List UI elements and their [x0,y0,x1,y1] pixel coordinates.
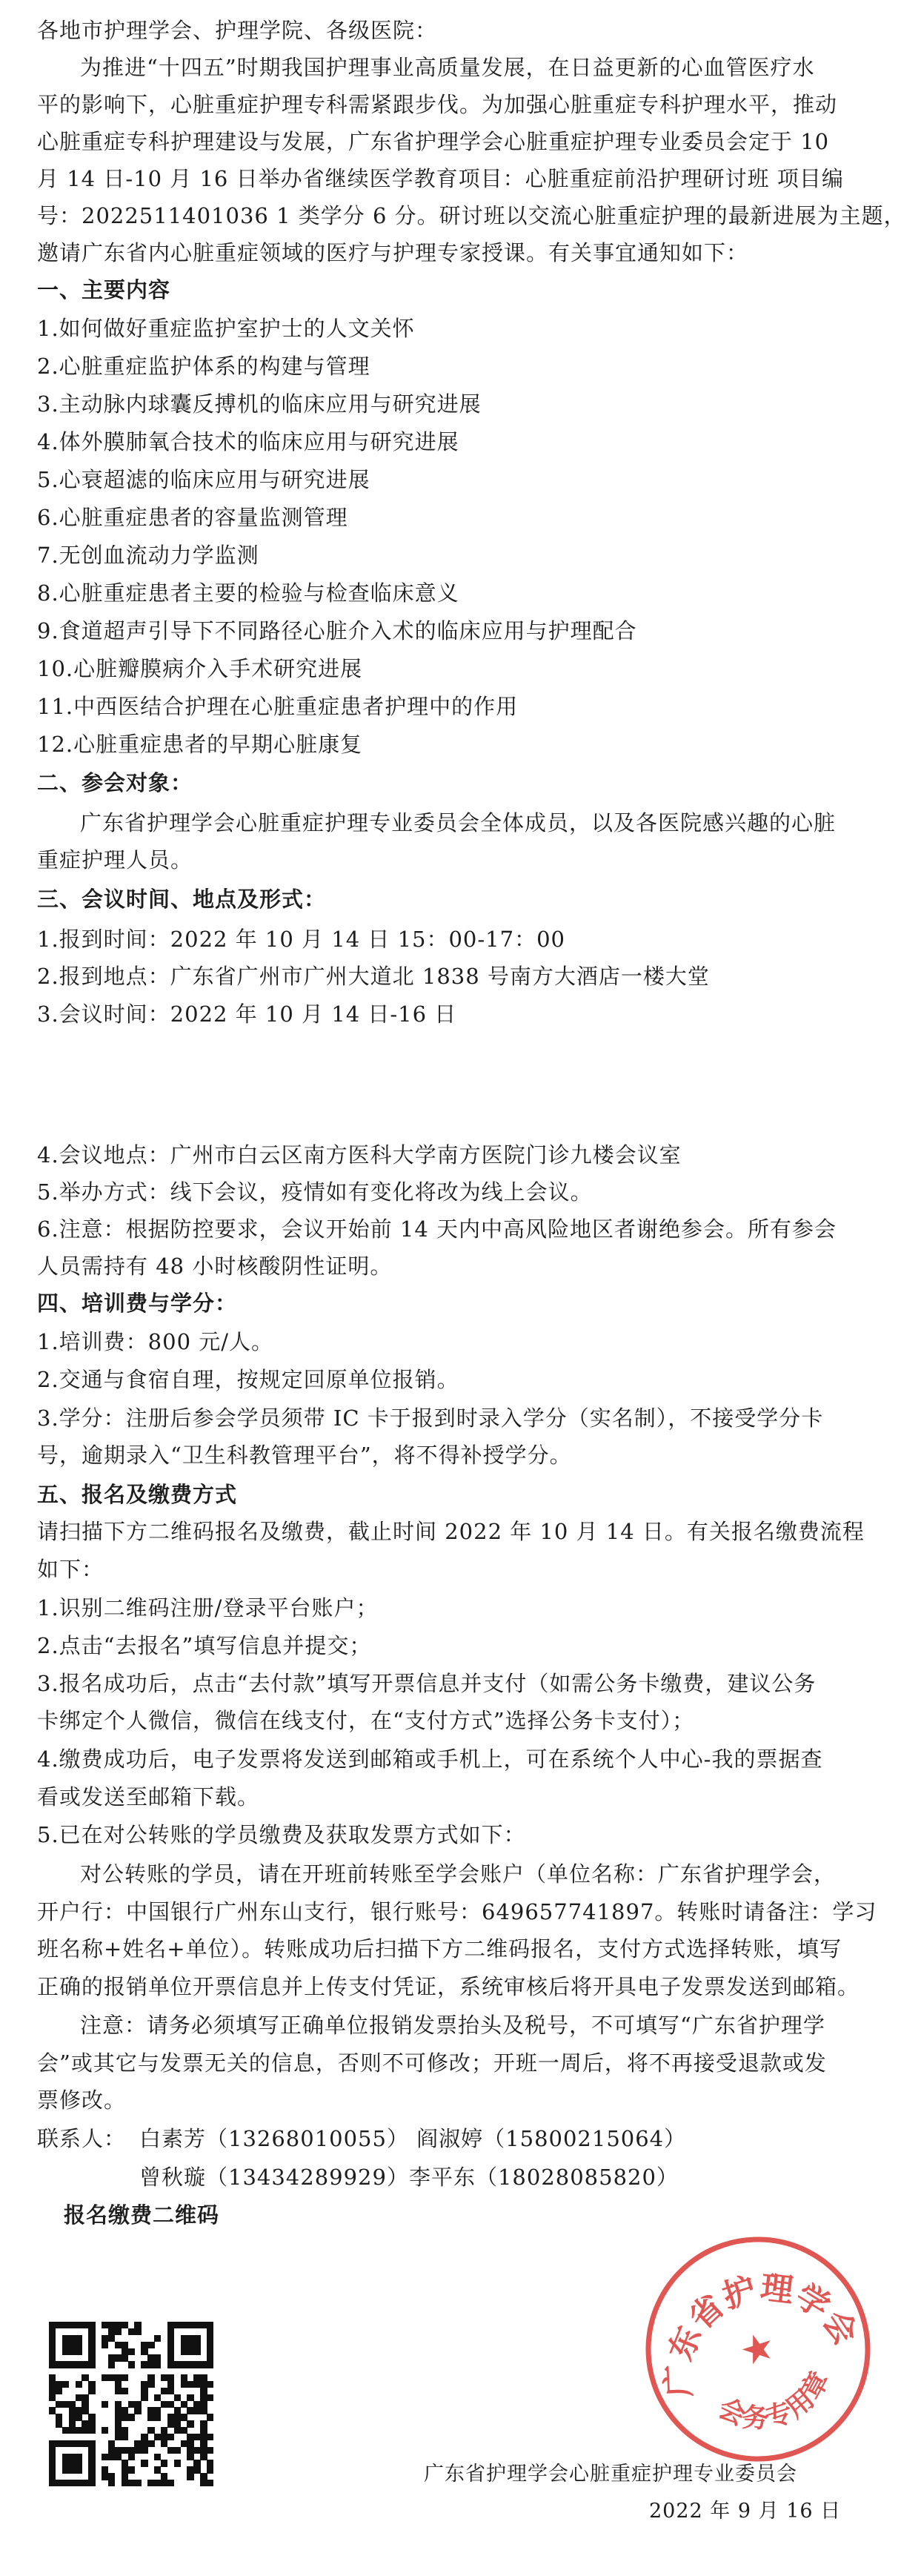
content-item: 1.如何做好重症监护室护士的人文关怀 [37,316,415,341]
qr-module [108,2480,115,2486]
qr-module [76,2348,82,2355]
qr-module [187,2420,193,2427]
qr-module [122,2388,128,2394]
fee-item: 3.学分：注册后参会学员须带 IC 卡于报到时录入学分（实名制），不接受学分卡 [37,1405,824,1431]
qr-module [207,2447,213,2454]
content-item: 3.主动脉内球囊反搏机的临床应用与研究进展 [37,391,482,417]
registration-line: 4.缴费成功后，电子发票将发送到邮箱或手机上，可在系统个人中心-我的票据查 [37,1746,823,1772]
qr-module [207,2466,213,2473]
qr-module [88,2427,95,2434]
content-item: 11.中西医结合护理在心脏重症患者护理中的作用 [37,694,519,719]
qr-module [128,2414,135,2420]
meeting-item: 3.会议时间：2022 年 10 月 14 日-16 日 [37,1001,457,1027]
registration-line: 开户行：中国银行广州东山支行，银行账号：649657741897。转账时请备注：学习 [37,1899,877,1924]
registration-line: 看或发送至邮箱下载。 [37,1784,260,1810]
svg-text:★: ★ [734,2322,782,2376]
intro-line: 心脏重症专科护理建设与发展，广东省护理学会心脏重症护理专业委员会定于 10 [37,129,830,154]
registration-line: 3.报名成功后，点击“去付款”填写开票信息并支付（如需公务卡缴费，建议公务 [37,1671,817,1696]
qr-module [207,2414,213,2420]
qr-module [147,2440,154,2447]
content-item: 10.心脏瓣膜病介入手术研究进展 [37,656,363,681]
content-item: 6.心脏重症患者的容量监测管理 [37,505,348,530]
meeting-item: 1.报到时间：2022 年 10 月 14 日 15：00-17：00 [37,927,565,952]
fee-item: 2.交通与食宿自理，按规定回原单位报销。 [37,1367,459,1392]
qr-module [128,2466,135,2473]
qr-module [122,2374,128,2381]
meeting-item: 5.举办方式：线下会议，疫情如有变化将改为线上会议。 [37,1179,593,1205]
qr-module [167,2434,174,2440]
qr-module [207,2480,213,2486]
qr-module [154,2335,161,2342]
qr-module [134,2480,141,2486]
intro-line: 号：2022511401036 1 类学分 6 分。研讨班以交流心脏重症护理的最新进展为主题， [37,203,906,228]
qr-module [102,2401,108,2408]
qr-module [134,2407,141,2414]
meeting-item: 人员需持有 48 小时核酸阴性证明。 [37,1254,393,1279]
qr-module [76,2381,82,2388]
qr-module [141,2460,147,2466]
qr-module [108,2361,115,2368]
qr-module [207,2381,213,2388]
content-item: 12.心脏重症患者的早期心脏康复 [37,732,363,757]
seal-top-text: 广东省护理学会 [659,2268,865,2398]
qr-label: 报名缴费二维码 [64,2202,220,2228]
qr-module [88,2480,95,2486]
qr-module [56,2388,62,2394]
registration-line: 班名称+姓名+单位）。转账成功后扫描下方二维码报名，支付方式选择转账，填写 [37,1936,842,1961]
qr-module [207,2394,213,2401]
qr-module [88,2361,95,2368]
qr-module [88,2388,95,2394]
section-heading: 五、报名及缴费方式 [37,1482,238,1507]
qr-module [154,2414,161,2420]
attendee-line: 广东省护理学会心脏重症护理专业委员会全体成员，以及各医院感兴趣的心脏 [80,810,837,835]
section-heading: 四、培训费与学分： [37,1291,238,1316]
qr-module [128,2454,135,2460]
registration-line: 1.识别二维码注册/登录平台账户； [37,1595,379,1620]
intro-line: 为推进“十四五”时期我国护理事业高质量发展，在日益更新的心血管医疗水 [80,55,815,80]
content-item: 4.体外膜肺氧合技术的临床应用与研究进展 [37,429,459,454]
attendee-line: 重症护理人员。 [37,847,193,873]
notice-line: 会”或其它与发票无关的信息，否则不可修改；开班一周后，将不再接受退款或发 [37,2050,827,2076]
meeting-item: 6.注意：根据防控要求，会议开始前 14 天内中高风险地区者谢绝参会。所有参会 [37,1216,837,1242]
qr-module [154,2361,161,2368]
registration-line: 对公转账的学员，请在开班前转账至学会账户（单位名称：广东省护理学会， [80,1861,837,1887]
qr-module [207,2361,213,2368]
section-heading: 一、主要内容 [37,277,171,302]
salutation: 各地市护理学会、护理学院、各级医院： [37,18,438,43]
registration-line: 如下： [37,1557,104,1582]
qr-module [128,2361,135,2368]
qr-module [141,2447,147,2454]
qr-module [174,2460,181,2466]
qr-module [128,2348,135,2355]
qr-module [115,2328,122,2335]
content-item: 2.心脏重症监护体系的构建与管理 [37,354,370,379]
registration-line: 正确的报销单位开票信息并上传支付凭证，系统审核后将开具电子发票发送到邮箱。 [37,1974,860,1999]
registration-line: 2.点击“去报名”填写信息并提交； [37,1633,372,1658]
qr-module [187,2473,193,2480]
qr-module [193,2348,200,2355]
intro-line: 平的影响下，心脏重症护理专科需紧跟步伐。为加强心脏重症专科护理水平，推动 [37,92,838,117]
content-item: 7.无创血流动力学监测 [37,543,259,568]
signature-org: 广东省护理学会心脏重症护理专业委员会 [424,2463,797,2486]
intro-line: 邀请广东省内心脏重症领域的医疗与护理专家授课。有关事宜通知如下： [37,240,749,265]
qr-module [147,2381,154,2388]
qr-module [174,2447,181,2454]
qr-module [141,2394,147,2401]
registration-line: 请扫描下方二维码报名及缴费，截止时间 2022 年 10 月 14 日。有关报名缴费流程 [37,1519,865,1544]
section-heading: 二、参会对象： [37,770,193,795]
content-item: 8.心脏重症患者主要的检验与检查临床意义 [37,580,459,606]
meeting-item: 4.会议地点：广州市白云区南方医科大学南方医院门诊九楼会议室 [37,1142,682,1168]
signature-date: 2022 年 9 月 16 日 [649,2500,842,2523]
content-item: 5.心衰超滤的临床应用与研究进展 [37,467,370,492]
qr-module [122,2434,128,2440]
qr-module [102,2427,108,2434]
qr-module [161,2460,167,2466]
contacts-line: 曾秋璇（13434289929）李平东（18028085820） [139,2165,679,2190]
notice-line: 票修改。 [37,2087,127,2113]
content-item: 9.食道超声引导下不同路径心脏介入术的临床应用与护理配合 [37,618,637,643]
qr-module [62,2381,69,2388]
fee-item: 号，逾期录入“卫生科教管理平台”，将不得补授学分。 [37,1443,572,1468]
qr-module [102,2342,108,2348]
organization-seal [639,2230,877,2469]
notice-line: 注意：请务必须填写正确单位报销发票抬头及税号，不可填写“广东省护理学 [80,2013,825,2038]
registration-line: 卡绑定个人微信，微信在线支付，在“支付方式”选择公务卡支付）； [37,1708,695,1733]
qr-module [76,2466,82,2473]
seal-bottom-text: 会务专用章 [713,2365,837,2435]
qr-module [167,2480,174,2486]
intro-line: 月 14 日-10 月 16 日举办省继续医学教育项目：心脏重症前沿护理研讨班 项目编 [37,166,844,191]
section-heading: 三、会议时间、地点及形式： [37,887,327,912]
registration-line: 5.已在对公转账的学员缴费及获取发票方式如下： [37,1822,526,1847]
qr-module [207,2434,213,2440]
meeting-item: 2.报到地点：广东省广州市广州大道北 1838 号南方大酒店一楼大堂 [37,964,710,989]
contacts-line: 白素芳（13268010055） 阎淑婷（15800215064） [139,2126,687,2151]
fee-item: 1.培训费：800 元/人。 [37,1329,274,1354]
qr-module [134,2328,141,2335]
contacts-label: 联系人： [37,2126,127,2151]
qr-code-image[interactable] [49,2322,213,2486]
qr-module [147,2342,154,2348]
